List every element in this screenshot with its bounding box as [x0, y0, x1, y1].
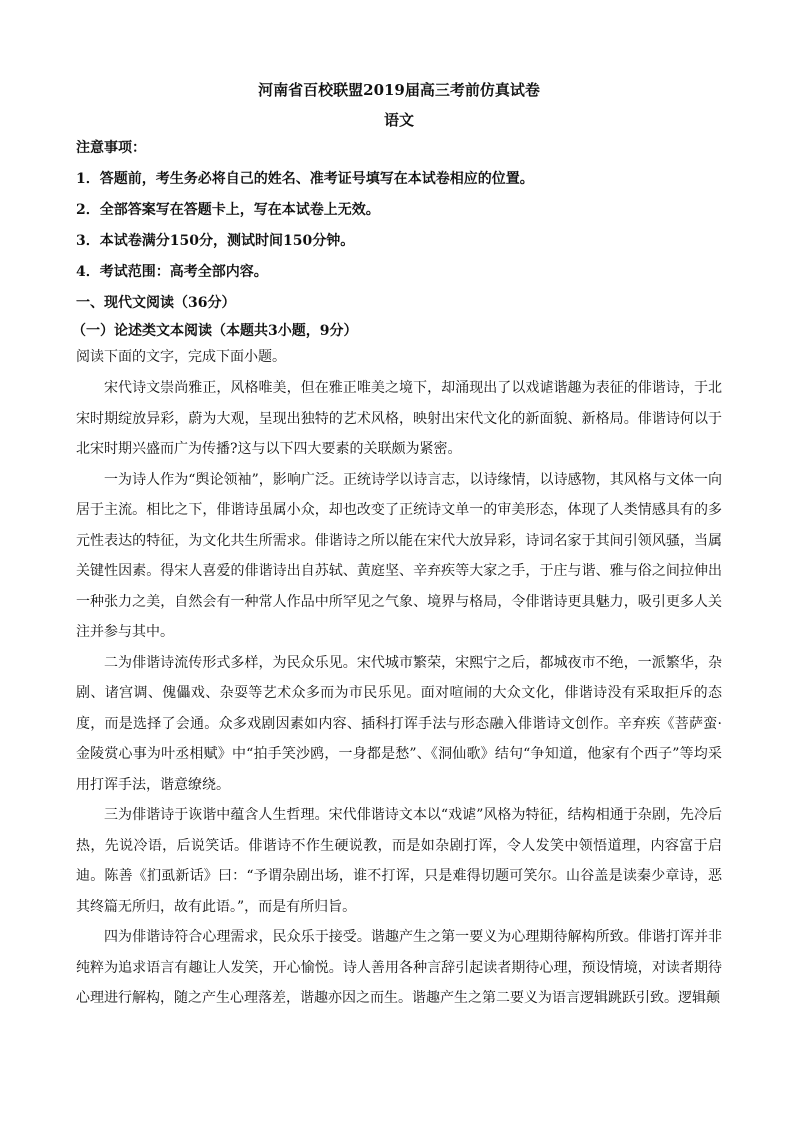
- exam-subject: 语文: [383, 111, 414, 129]
- body-paragraph: 一为诗人作为“舆论领袖”，影响广泛。正统诗学以诗言志，以诗缘情，以诗感物，其风格与文体一向居于主流。相比之下，俳谐诗虽属小众，却也改变了正统诗文单一的审美形态，体现了人类情感具有的多元性表达的特征，为文化共生所需求。俳谐诗之所以能在宋代大放异彩，诗词名家于其间引领风骚，当属关键性因素。得宋人喜爱的俳谐诗出自苏轼、黄庭坚、辛弃疾等大家之手，于庄与谐、雅与俗之间拉伸出一种张力之美，自然会有一种常人作品中所罕见之气象、境界与格局，令俳谐诗更具魅力，吸引更多人关注并参与其中。: [76, 471, 722, 640]
- body-paragraph: 四为俳谐诗符合心理需求，民众乐于接受。谐趣产生之第一要义为心理期待解构所致。俳谐打诨并非纯粹为追求语言有趣让人发笑，开心愉悦。诗人善用各种言辞引起读者期待心理，预设情境，对读者期待心理进行解构，随之产生心理落差，谐趣亦因之而生。谐趣产生之第二要义为语言逻辑跳跃引致。逻辑颠: [76, 929, 722, 1006]
- body-paragraph: 宋代诗文崇尚雅正，风格唯美，但在雅正唯美之境下，却涌现出了以戏谑谐趣为表征的俳谐诗，于北宋时期绽放异彩，蔚为大观，呈现出独特的艺术风格，映射出宋代文化的新面貌、新格局。俳谐诗何以于北宋时期兴盛而广为传播?这与以下四大要素的关联颇为紧密。: [76, 380, 722, 457]
- notice-item: 1．答题前，考生务必将自己的姓名、准考证号填写在本试卷相应的位置。: [76, 171, 534, 187]
- notice-heading: 注意事项：: [76, 140, 146, 156]
- body-paragraph: 二为俳谐诗流传形式多样，为民众乐见。宋代城市繁荣，宋熙宁之后，都城夜市不绝，一派繁华，杂剧、诸宫调、傀儡戏、杂耍等艺术众多而为市民乐见。面对喧闹的大众文化，俳谐诗没有采取拒斥的态度，而是选择了会通。众多戏剧因素如内容、插科打诨手法与形态融入俳谐诗文创作。辛弃疾《菩萨蛮·金陵赏心事为叶丞相赋》中“拍手笑沙鸥，一身都是愁”、《洞仙歌》结句“争知道，他家有个西子”等均采用打诨手法，谐意缭绕。: [76, 654, 722, 793]
- notice-item: 4．考试范围：高考全部内容。: [76, 264, 268, 280]
- body-paragraph: 三为俳谐诗于诙谐中蕴含人生哲理。宋代俳谐诗文本以“戏谑”风格为特征，结构相通于杂剧，先冷后热，先说冷语，后说笑话。俳谐诗不作生硬说教，而是如杂剧打诨，令人发笑中领悟道理，内容富于启迪。陈善《扪虱新话》曰：“予谓杂剧出场，谁不打诨，只是难得切题可笑尔。山谷盖是读秦少章诗，恶其终篇无所归，故有此语。”，而是有所归旨。: [76, 807, 722, 915]
- reading-instruction: 阅读下面的文字，完成下面小题。: [76, 349, 286, 365]
- notice-item: 3．本试卷满分150分，测试时间150分钟。: [76, 233, 355, 249]
- notice-list: [76, 169, 722, 282]
- notice-item: 2．全部答案写在答题卡上，写在本试卷上无效。: [76, 202, 380, 218]
- section-heading: 一、现代文阅读（36分）: [76, 295, 236, 311]
- subsection-heading: （一）论述类文本阅读（本题共3小题，9分）: [72, 323, 358, 339]
- exam-page: [72, 80, 722, 1014]
- exam-title: 河南省百校联盟2019届高三考前仿真试卷: [258, 81, 540, 99]
